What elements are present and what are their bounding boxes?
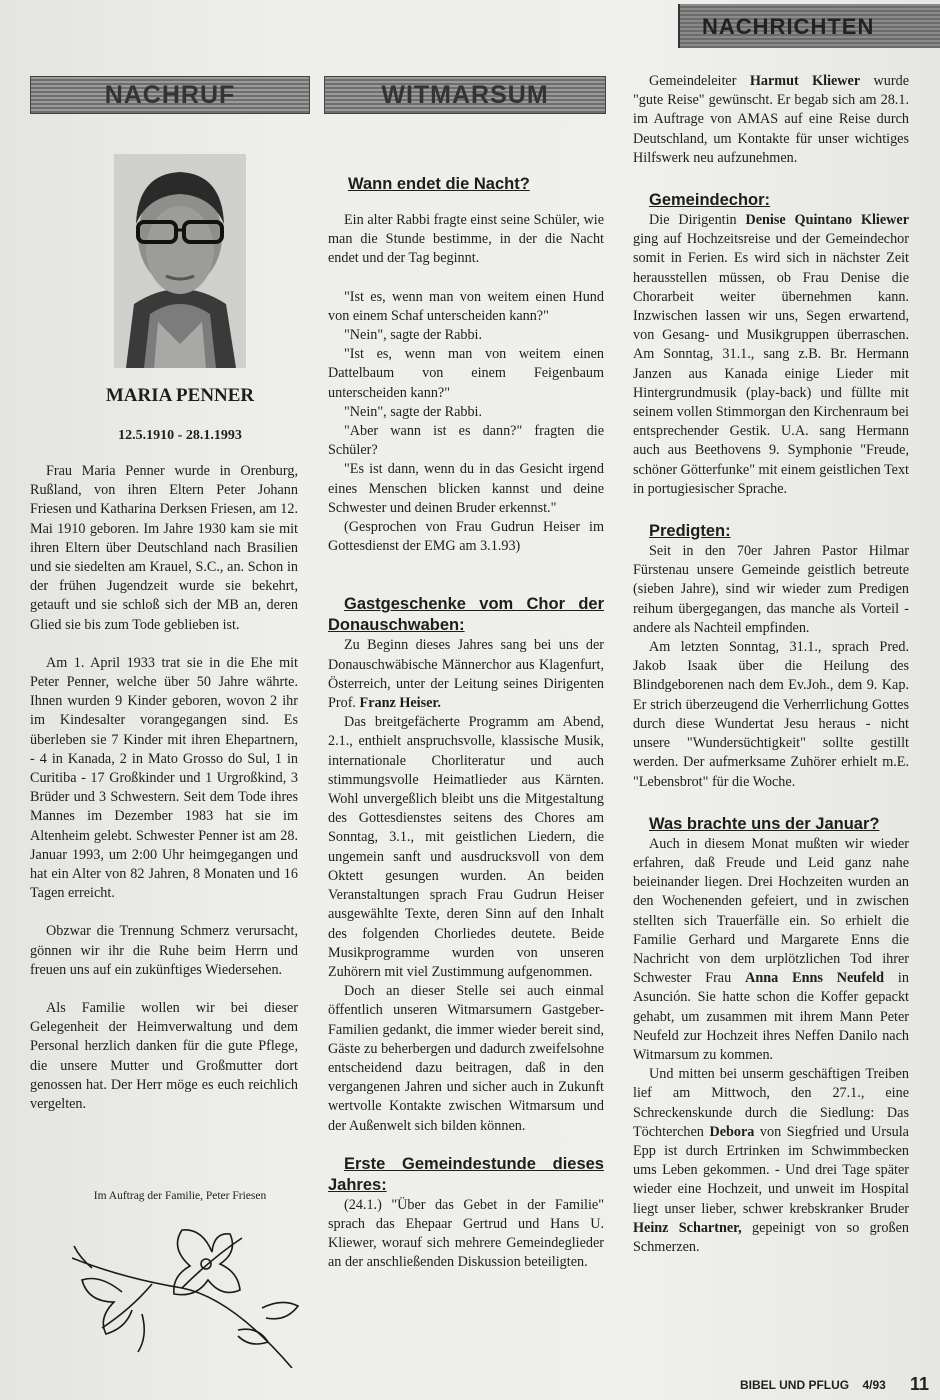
text-run: Auch in diesem Monat mußten wir wieder erfahren, daß Freude und Leid ganz nahe beieinander liegen. Drei Hochzeiten wurden an den Wochenenden gefeiert, und in zwischen stellten sich Trauerfälle ein. So erhielt die Familie Gerhard und Margarete Enns die Nachricht von dem urplötzlichen Tod ihrer Schwester Frau <box>633 835 909 987</box>
paragraph: Ein alter Rabbi fragte einst seine Schüler, wie man die Stunde bestimme, in der die Nacht endet und der Tag beginnt. <box>328 212 604 267</box>
magazine-name: BIBEL UND PFLUG <box>740 1378 850 1392</box>
life-dates: 12.5.1910 - 28.1.1993 <box>118 428 242 443</box>
text-run: Die Dirigentin <box>649 212 746 229</box>
paragraph: "Ist es, wenn man von weitem einen Dattelbaum von einem Feigenbaum unterscheiden kann?" <box>328 346 604 401</box>
issue-number: 4/93 <box>862 1378 886 1392</box>
witmarsum-header <box>324 76 606 114</box>
paragraph: Obzwar die Trennung Schmerz verursacht, gönnen wir ihr die Ruhe beim Herrn und freuen uns auf ein zukünftiges Wiedersehen. <box>30 923 298 978</box>
portrait-photo <box>114 154 246 368</box>
paragraph: Als Familie wollen wir bei dieser Gelegenheit der Heimverwaltung und dem Personal herzlich danken für die gute Pflege, die unsere Mutter und Großmutter dort genossen hat. Der Herr möge es euch reichlich vergelten. <box>30 1000 298 1113</box>
text-run: Und mitten bei unserm geschäftigen Treiben lief am Mittwoch, den 27.1., eine Schreckenskunde durch die Siedlung: Das Töchterchen <box>633 1066 909 1140</box>
paragraph: Doch an dieser Stelle sei auch einmal öffentlich unseren Witmarsumern Gastgeber-Familien gedankt, die immer wieder bereit sind, Gäste zu beherbergen und dadurch zweifelsohne entscheidend dazu beitragen, daß in den vergangenen Jahren und sicher auch in Zukunft wertvolle Kontakte zwischen Witmarsum und der Außenwelt sich bilden können. <box>328 983 604 1134</box>
paragraph: (Gesprochen von Frau Gudrun Heiser im Gottesdienst der EMG am 3.1.93) <box>328 519 604 555</box>
paragraph: Seit in den 70er Jahren Pastor Hilmar Fürstenau unsere Gemeinde geistlich betreute (sieben Jahre), sind wir wieder zum Predigen reihum übergegangen, das manche als Vorteil - andere als Nachteil empfinden. <box>633 543 909 636</box>
text-run: ging auf Hochzeitsreise und der Gemeindechor somit in Ferien. Es wird sich in nächster Zeit herausstellen müssen, ob Frau Denise die Chorarbeit weiter übernehmen kann. Inzwischen lassen wir uns, Segen erwartend, von Gesang- und Musikgruppen überraschen. Am Sonntag, 31.1., sang z.B. Br. Hermann Janzen aus Kanada einige Lieder mit Hintergrundmusik (play-back) und füllte mit seinem vollen Stimmorgan den Kirchenraum bei entsprechender Gestik. U.A. sang Hermann auch aus Beethovens 9. Symphonie "Freude, schöner Götterfunke" mit einem geistlichen Text in portugiesischer Sprache. <box>633 231 909 497</box>
page-number: 11 <box>909 1374 929 1394</box>
paragraph <box>633 835 909 1065</box>
nachrichten-text <box>633 72 909 1257</box>
paragraph: Am 1. April 1933 trat sie in die Ehe mit Peter Penner, welche über 50 Jahre währte. Ihnen wurden 9 Kinder geboren, wovon 2 ihr im Kindesalter vorangegangen sind. Es überleben sie 7 Kinder mit ihren Ehepartnern, - 4 in Kanada, 2 in Mato Grosso do Sul, 1 in Curitiba - 17 Großkinder und 1 Urgroßkind, 3 Brüder und 3 Schwestern. Seit dem Tode ihres Mannes im Dezember 1983 hat sie im Altenheim gelebt. Schwester Penner ist am 28. Januar 1993, um 2:00 Uhr heimgegangen und hat ein Alter von 82 Jahren, 8 Monaten und 16 Tagen erreicht. <box>30 654 298 902</box>
bold-name: Harmut Kliewer <box>749 73 861 89</box>
bold-name: Franz Heiser. <box>359 695 441 712</box>
article-title-gemeindechor: Gemeindechor: <box>649 191 771 210</box>
article-title-januar: Was brachte uns der Januar? <box>649 814 880 833</box>
witmarsum-header-label: WITMARSUM <box>381 81 549 109</box>
text-run: von Siegfried und Ursula Epp ist durch Ertrinken im Schwimmbecken ums Leben gekommen. - Und drei Tage später wieder eine Hochzeit, und unweit im Hospital liegt unser lieber, schwer krebskranker Bruder <box>633 1123 909 1217</box>
paragraph: "Ist es, wenn man von weitem einen Hund von einem Schaf unterscheiden kann?" <box>328 288 604 324</box>
paragraph: Das breitgefächerte Programm am Abend, 2.1., enthielt anspruchsvolle, klassische Musik, internationale Chorliteratur und auch stimmungsvolle Heimatlieder aus Kärnten. Wohl unvergeßlich bleibt uns die Mitgestaltung des Gottesdienstes seitens des Chores am Sonntag, 3.1., mit geistlichen Liedern, die ungemein sanft und ausdrucksvoll von dem Oktett gesungen wurden. An beiden Veranstaltungen sprach Frau Gudrun Heiser ausgewählte Texte, deren Sinn auf den Inhalt des folgenden Chorliedes deutete. Beide Musikprogramme wurden von unseren Zuhörern mit viel Zustimmung aufgenommen. <box>328 714 604 980</box>
text-run: Zu Beginn dieses Jahres sang bei uns der Donauschwäbische Männerchor aus Klagenfurt, Österreich, unter der Leitung seines Dirigenten Prof. <box>328 637 604 712</box>
paragraph: "Nein", sagte der Rabbi. <box>344 403 483 420</box>
paragraph <box>633 72 909 168</box>
text-run: wurde "gute Reise" gewünscht. Er begab sich am 28.1. im Auftrage von AMAS auf eine Reise durch Deutschland, um Kontakte für unser wichtiges Hilfswerk neu aufzunehmen. <box>633 73 909 166</box>
article-title-nacht: Wann endet die Nacht? <box>348 175 530 193</box>
bold-name: Heinz Schartner, <box>633 1219 742 1236</box>
paragraph: "Aber wann ist es dann?" fragten die Schüler? <box>328 423 604 459</box>
article-title-predigten: Predigten: <box>649 522 731 541</box>
portrait-icon <box>114 154 246 368</box>
paragraph: "Es ist dann, wenn du in das Gesicht irgend eines Menschen blicken kannst und deine Schwester und deinen Bruder erkennst." <box>328 461 604 516</box>
witmarsum-text <box>328 174 604 1273</box>
article-title-gemeindestunde: Erste Gemeindestunde dieses Jahres: <box>328 1154 604 1194</box>
paragraph: Frau Maria Penner wurde in Orenburg, Rußland, von ihren Eltern Peter Johann Friesen und Katharina Derksen Friesen, am 12. Mai 1910 geboren. Im Jahre 1930 kam sie mit ihren Eltern über Deutschland nach Brasilien und sie siedelten am Krauel, S.C., an. Schon in der frühen Jugendzeit wurde sie bekehrt, getauft und sie schloß sich der MB an, deren Glied sie bis zum Tode geblieben ist. <box>30 463 298 633</box>
bold-name: Anna Enns Neufeld <box>745 970 885 987</box>
page-footer <box>740 1374 935 1398</box>
article-title-gastgeschenke: Gastgeschenke vom Chor der Donauschwaben: <box>328 595 604 635</box>
paragraph: "Nein", sagte der Rabbi. <box>344 327 483 344</box>
nachruf-header <box>30 76 310 114</box>
paragraph <box>328 636 604 713</box>
nachruf-header-label: NACHRUF <box>104 81 236 109</box>
bold-name: Debora <box>709 1123 755 1140</box>
deceased-name: MARIA PENNER <box>105 385 255 406</box>
paragraph: Am letzten Sonntag, 31.1., sprach Pred. Jakob Isaak über die Heilung des Blindgeborenen nach dem Ev.Joh., dem 9. Kap. Er strich überzeugend die Verherrlichung Gottes durch diese Wundertat Jesu heraus - nicht unsere "Wundersüchtigkeit" sollte gestillt werden. Der aufmerksame Zuhörer erhielt m.E. "Lebensbrot" für die Woche. <box>633 639 909 790</box>
flower-drawing-icon <box>62 1218 312 1368</box>
text-run: gepeinigt von so großen Schmerzen. <box>633 1219 909 1255</box>
section-tab-label: NACHRICHTEN <box>702 14 875 39</box>
paragraph: (24.1.) "Über das Gebet in der Familie" sprach das Ehepaar Gertrud und Hans U. Kliewer, worauf sich mehrere Gemeindeglieder an der anschließenden Diskussion beteiligten. <box>328 1196 604 1271</box>
section-tab-nachrichten <box>678 4 940 48</box>
text-run: in Asunción. Sie hatte schon die Koffer gepackt gehabt, um zusammen mit ihrem Mann Peter Neufeld zur Hochzeit ihres Neffen Danilo nach Witmarsum zu kommen. <box>633 970 909 1063</box>
signature-line: Im Auftrag der Familie, Peter Friesen <box>93 1190 267 1202</box>
paragraph <box>633 211 909 499</box>
nachruf-text <box>30 462 298 1114</box>
bold-name: Denise Quintano Kliewer <box>745 212 909 229</box>
text-run: Gemeindeleiter <box>649 73 750 89</box>
paragraph <box>633 1065 909 1257</box>
